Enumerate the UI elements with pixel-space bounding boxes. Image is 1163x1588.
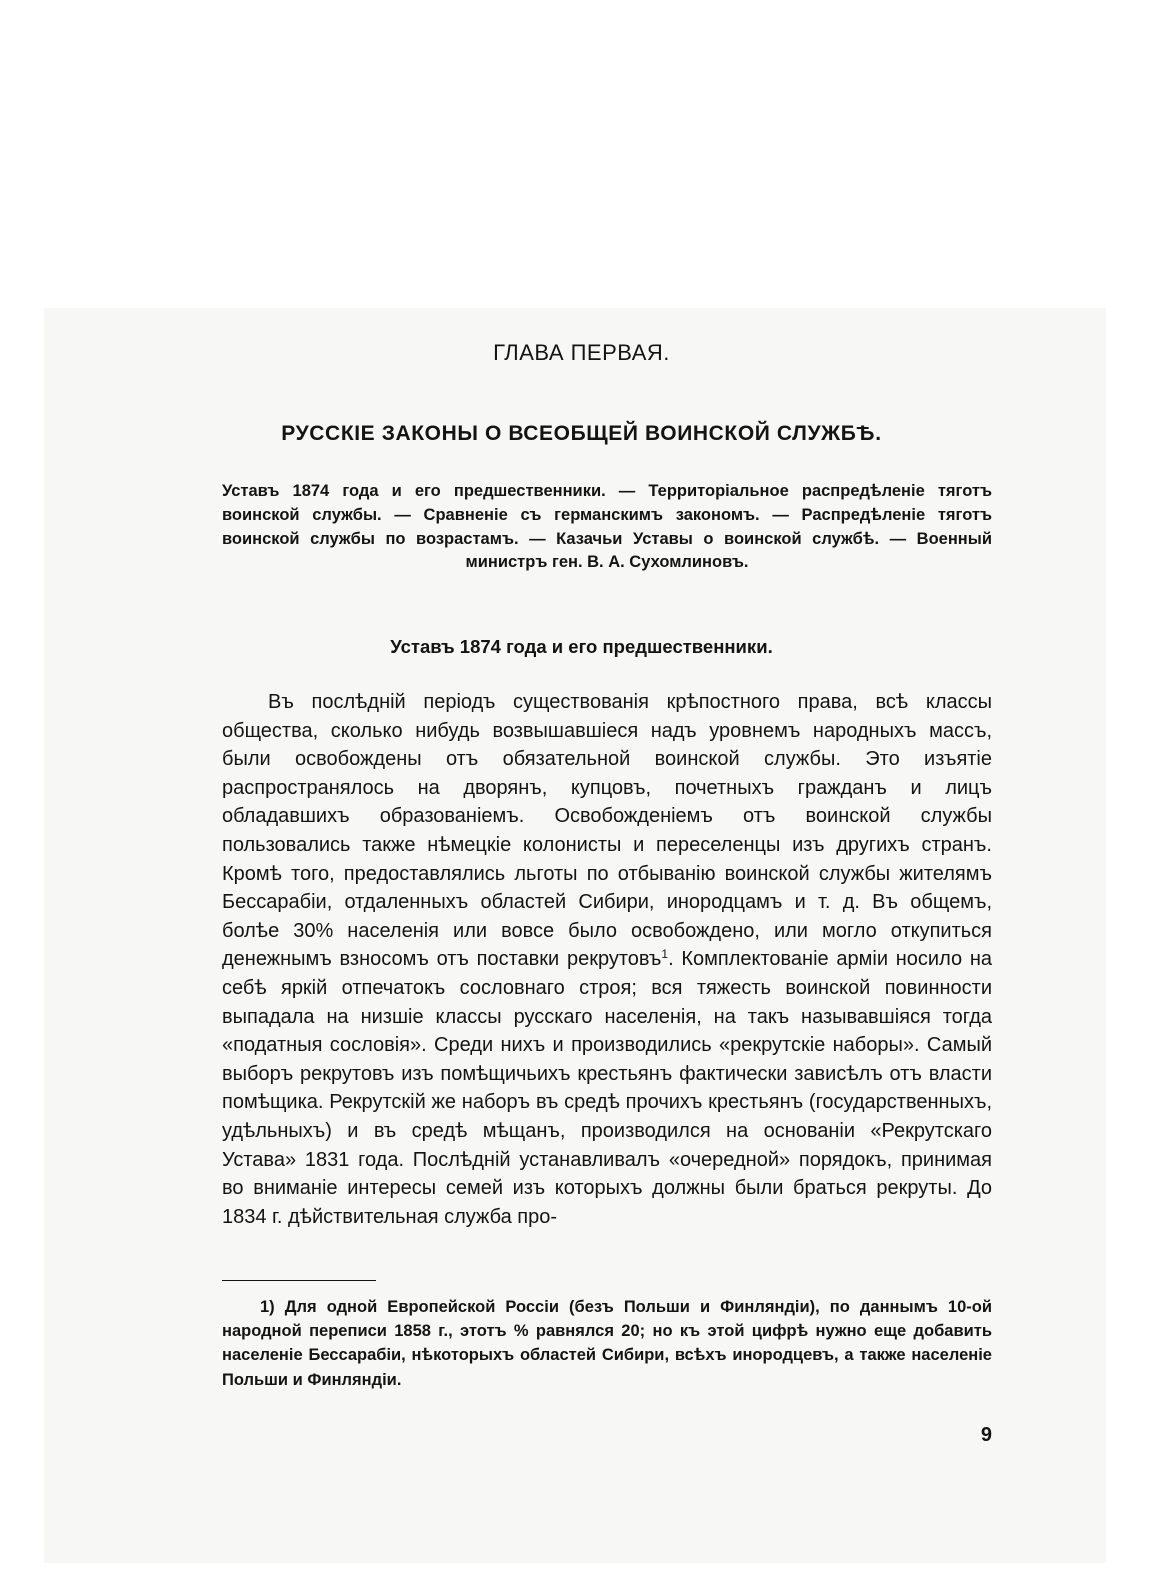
page-number: 9	[980, 1424, 992, 1446]
footnote-divider	[222, 1280, 376, 1281]
body-paragraph	[222, 688, 992, 1231]
body-text-part-1: Въ послѣднiй перiодъ существованiя крѣпостного права, всѣ классы общества, сколько нибудь возвышавшiеся надъ уровнемъ народныхъ массъ, были освобождены отъ обязательной воинской службы. Это изъятiе распространялось на дворянъ, купцовъ, почетныхъ гражданъ и лицъ обладавшихъ образованiемъ. Освобожденiемъ отъ воинской службы пользовались также нѣмецкiе колонисты и переселенцы изъ другихъ странъ. Кромѣ того, предоставлялись льготы по отбыванiю воинской службы жителямъ Бессарабiи, отдаленныхъ областей Сибири, инородцамъ и т. д. Въ общемъ, болѣе 30% населенiя или вовсе было освобождено, или могло откупиться денежнымъ взносомъ отъ поставки рекрутовъ	[222, 691, 992, 971]
body-text-part-2: . Комплектованiе армiи носило на себѣ яркiй отпечатокъ сословнаго строя; вся тяжесть воинской повинности выпадала на низшiе классы русскаго населенiя, на такъ называвшiяся тогда «податныя сословiя». Среди нихъ и производились «рекрутскiе наборы». Самый выборъ рекрутовъ изъ помѣщичьихъ крестьянъ фактически зависѣлъ отъ власти помѣщика. Рекрутскiй же наборъ въ средѣ прочихъ крестьянъ (государственныхъ, удѣльныхъ) и въ средѣ мѣщанъ, производился на основанiи «Рекрутскаго Устава» 1831 года. Послѣднiй устанавливалъ «очередной» порядокъ, принимая во вниманiе интересы семей изъ которыхъ должны были браться рекруты. До 1834 г. дѣйствительная служба про-	[222, 948, 992, 1228]
chapter-summary: Уставъ 1874 года и его предшественники. — Территорiальное распредѣленiе тяготъ воинской службы. — Сравненiе съ германскимъ закономъ. — Распредѣленiе тяготъ воинской службы по возрастамъ. — Казачьи Уставы о воинской службѣ. — Военный министръ ген. В. А. Сухомлиновъ.	[222, 482, 992, 572]
section-heading: Уставъ 1874 года и его предшественники.	[390, 636, 773, 657]
chapter-title: РУССКIЕ ЗАКОНЫ О ВСЕОБЩЕЙ ВОИНСКОЙ СЛУЖБѢ.	[281, 422, 882, 445]
footnote: 1) Для одной Европейской Россiи (безъ Польши и Финляндiи), по даннымъ 10-ой народной переписи 1858 г., этотъ % равнялся 20; но къ этой цифрѣ нужно еще добавить населенiе Бессарабiи, нѣкоторыхъ областей Сибири, всѣхъ инородцевъ, а также населенiе Польши и Финляндiи.	[222, 1298, 992, 1389]
chapter-heading: ГЛАВА ПЕРВАЯ.	[493, 340, 670, 365]
footnote-reference: 1	[661, 947, 669, 962]
